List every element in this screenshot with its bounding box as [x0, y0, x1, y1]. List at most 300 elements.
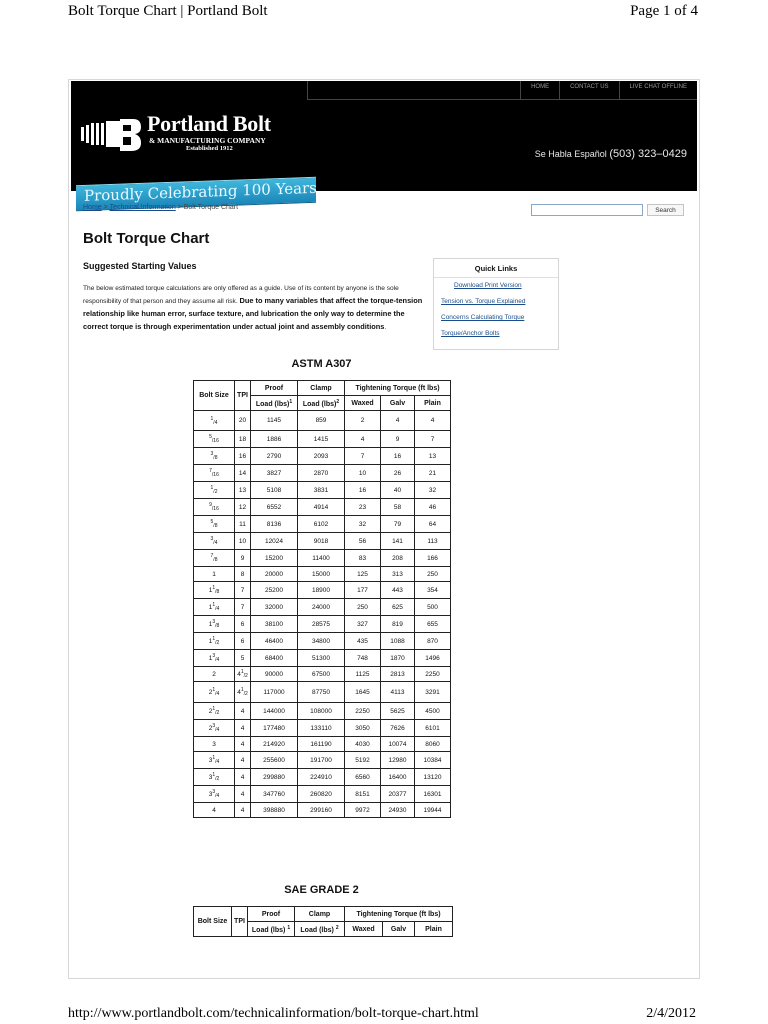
bolt-size-cell-whole: 1 [208, 638, 213, 645]
proof-cell: 68400 [251, 650, 298, 667]
galv-cell: 79 [381, 516, 415, 533]
plain-cell: 16301 [415, 786, 451, 803]
tpi-cell [235, 803, 251, 818]
clamp-cell: 4914 [298, 499, 345, 516]
col-proof-load [248, 922, 295, 937]
tpi-cell-whole: 6 [240, 620, 245, 628]
nav-live-chat[interactable]: LIVE CHAT OFFLINE [619, 81, 697, 99]
bolt-size-cell-numerator: 1 [212, 602, 216, 608]
proof-cell: 25200 [251, 582, 298, 599]
bolt-size-cell-whole: 1 [212, 570, 216, 578]
search-button[interactable]: Search [647, 204, 684, 216]
page-title: Bolt Torque Chart [83, 230, 210, 247]
bolt-size-cell-numerator: 3 [212, 653, 216, 659]
waxed-cell: 1645 [345, 682, 381, 703]
bolt-size-cell-whole: 1 [208, 655, 213, 662]
breadcrumb-home[interactable]: Home [83, 204, 102, 211]
breadcrumb-separator: > [103, 204, 108, 211]
tpi-cell-whole: 5 [240, 654, 245, 662]
plain-cell: 8060 [415, 737, 451, 752]
proof-load-label: Load (lbs) [251, 926, 286, 934]
col-waxed: Waxed [345, 922, 383, 937]
table-row [194, 533, 451, 550]
bolt-size-cell-denominator: 4 [214, 540, 218, 546]
portland-bolt-logo[interactable] [81, 103, 317, 205]
waxed-cell: 125 [345, 567, 381, 582]
bolt-size-cell-numerator: 1 [212, 636, 216, 642]
plain-cell: 46 [415, 499, 451, 516]
plain-cell: 64 [415, 516, 451, 533]
tpi-cell-whole: 4 [237, 689, 241, 696]
bolt-size-cell [194, 465, 235, 482]
phone-info [535, 148, 687, 160]
plain-cell: 250 [415, 567, 451, 582]
waxed-cell: 2 [345, 411, 381, 431]
col-tightening-torque: Tightening Torque (ft lbs) [345, 907, 453, 922]
bolt-size-cell [194, 720, 235, 737]
waxed-cell: 2250 [345, 703, 381, 720]
nav-contact-us[interactable]: CONTACT US [559, 81, 618, 99]
breadcrumb-technical-information[interactable]: Technical Information [109, 204, 176, 211]
plain-cell: 4500 [415, 703, 451, 720]
table-row [194, 499, 451, 516]
waxed-cell: 4030 [345, 737, 381, 752]
bolt-size-cell-whole: 2 [212, 670, 216, 678]
bolt-logo-icon [81, 115, 143, 155]
col-galv: Galv [381, 396, 415, 411]
bolt-size-cell-numerator: 1 [212, 585, 216, 591]
galv-cell: 16 [381, 448, 415, 465]
sae-grade-2-table [193, 906, 453, 937]
bolt-size-cell [194, 516, 235, 533]
col-clamp-load [295, 922, 345, 937]
plain-cell: 2250 [415, 667, 451, 682]
table-row [194, 465, 451, 482]
bolt-size-cell-whole: 1 [208, 604, 213, 611]
proof-cell: 177480 [251, 720, 298, 737]
bolt-size-cell [194, 737, 235, 752]
bolt-size-cell [194, 769, 235, 786]
clamp-cell: 3831 [298, 482, 345, 499]
bolt-size-cell-numerator: 3 [210, 451, 214, 457]
intro-end: . [384, 324, 387, 331]
tpi-cell-denominator: 2 [245, 691, 248, 697]
table-row [194, 737, 451, 752]
waxed-cell: 250 [345, 599, 381, 616]
bolt-size-cell-denominator: 16 [213, 506, 219, 512]
bolt-size-cell-denominator: 2 [216, 640, 220, 646]
bolt-size-cell-whole: 2 [208, 708, 213, 715]
print-page-number: Page 1 of 4 [630, 3, 698, 19]
astm-a307-title: ASTM A307 [291, 358, 352, 370]
col-clamp: Clamp [298, 381, 345, 396]
quick-link-download-print[interactable]: Download Print Version [454, 282, 522, 289]
proof-cell: 6552 [251, 499, 298, 516]
bolt-size-cell [194, 667, 235, 682]
clamp-cell: 9018 [298, 533, 345, 550]
tpi-cell-whole: 4 [237, 671, 241, 678]
table-row [194, 550, 451, 567]
quick-link-tension-vs-torque[interactable]: Tension vs. Torque Explained [441, 298, 526, 305]
galv-cell: 2813 [381, 667, 415, 682]
proof-cell: 255600 [251, 752, 298, 769]
galv-cell: 7626 [381, 720, 415, 737]
galv-cell: 24930 [381, 803, 415, 818]
top-nav [307, 81, 697, 100]
galv-cell: 625 [381, 599, 415, 616]
bolt-size-cell-denominator: 2 [214, 489, 218, 495]
col-tpi: TPI [232, 907, 248, 937]
tpi-cell [235, 550, 251, 567]
breadcrumb-separator: > [177, 204, 182, 211]
galv-cell: 1870 [381, 650, 415, 667]
table-row [194, 616, 451, 633]
clamp-cell: 24000 [298, 599, 345, 616]
table-row [194, 786, 451, 803]
bolt-size-cell-fraction-slash: / [213, 557, 215, 563]
bolt-size-cell-fraction-slash: / [215, 606, 217, 612]
plain-cell: 4 [415, 411, 451, 431]
bolt-size-cell-numerator: 1 [210, 415, 214, 422]
waxed-cell: 5192 [345, 752, 381, 769]
tpi-cell [235, 616, 251, 633]
table-row [194, 411, 451, 431]
clamp-cell: 299160 [298, 803, 345, 818]
tpi-cell-whole: 4 [240, 773, 245, 781]
tpi-cell-whole: 6 [240, 637, 245, 645]
proof-cell: 1145 [251, 411, 298, 431]
bolt-size-cell-denominator: 2 [216, 776, 220, 782]
waxed-cell: 4 [345, 431, 381, 448]
galv-cell: 141 [381, 533, 415, 550]
bolt-size-cell-numerator: 5 [210, 519, 214, 525]
clamp-cell: 191700 [298, 752, 345, 769]
bolt-size-cell-denominator: 8 [214, 557, 218, 563]
tpi-cell [235, 703, 251, 720]
phone-label: Se Habla Español [534, 149, 607, 159]
logo-subtitle: & MANUFACTURING COMPANY [149, 136, 266, 145]
bolt-size-cell-numerator: 1 [212, 772, 216, 778]
bolt-size-cell-whole: 3 [208, 774, 213, 781]
tpi-cell [235, 582, 251, 599]
table-row [194, 633, 451, 650]
bolt-size-cell [194, 786, 235, 803]
bolt-size-cell [194, 703, 235, 720]
tpi-cell-numerator: 1 [240, 687, 244, 693]
proof-cell: 299880 [251, 769, 298, 786]
galv-cell: 12980 [381, 752, 415, 769]
proof-cell: 15200 [251, 550, 298, 567]
table-row [194, 769, 451, 786]
galv-cell: 443 [381, 582, 415, 599]
col-tpi: TPI [235, 381, 251, 411]
tpi-cell-whole: 12 [238, 503, 247, 511]
proof-cell: 144000 [251, 703, 298, 720]
bolt-size-cell-denominator: 16 [213, 472, 219, 478]
clamp-cell: 67500 [298, 667, 345, 682]
bolt-size-cell-numerator: 3 [212, 619, 216, 625]
tpi-cell-whole: 4 [240, 707, 245, 715]
quick-links-panel [433, 258, 559, 350]
galv-cell: 5625 [381, 703, 415, 720]
tpi-cell-whole: 10 [238, 537, 247, 545]
bolt-size-cell-numerator: 7 [209, 468, 212, 474]
proof-cell: 1886 [251, 431, 298, 448]
col-galv: Galv [383, 922, 415, 937]
tpi-cell [235, 482, 251, 499]
bolt-size-cell [194, 411, 235, 431]
galv-cell: 4 [381, 411, 415, 431]
proof-footnote-link[interactable]: 1 [289, 398, 293, 405]
bolt-size-cell-fraction-slash: / [215, 759, 217, 765]
waxed-cell: 748 [345, 650, 381, 667]
bolt-size-cell-numerator: 7 [210, 553, 214, 559]
bolt-size-cell-fraction-slash: / [215, 691, 217, 697]
bolt-size-cell [194, 550, 235, 567]
search-input[interactable] [531, 204, 643, 216]
table-row [194, 516, 451, 533]
waxed-cell: 327 [345, 616, 381, 633]
tpi-cell [235, 516, 251, 533]
galv-cell: 40 [381, 482, 415, 499]
bolt-size-cell-fraction-slash: / [215, 589, 217, 595]
plain-cell: 113 [415, 533, 451, 550]
bolt-size-cell-whole: 1 [208, 621, 213, 628]
tpi-cell [235, 448, 251, 465]
waxed-cell: 83 [345, 550, 381, 567]
waxed-cell: 435 [345, 633, 381, 650]
bolt-size-cell-whole: 3 [212, 740, 216, 748]
tpi-cell-whole: 4 [240, 806, 245, 814]
waxed-cell: 56 [345, 533, 381, 550]
clamp-cell: 161190 [298, 737, 345, 752]
print-header-title: Bolt Torque Chart | Portland Bolt [68, 3, 268, 19]
clamp-cell: 108000 [298, 703, 345, 720]
bolt-size-cell [194, 752, 235, 769]
col-proof-load [251, 396, 298, 411]
bolt-size-cell [194, 448, 235, 465]
tpi-cell [235, 465, 251, 482]
clamp-cell: 28575 [298, 616, 345, 633]
table-row [194, 431, 451, 448]
proof-cell: 3827 [251, 465, 298, 482]
bolt-size-cell-fraction-slash: / [215, 776, 217, 782]
table-row [194, 752, 451, 769]
bolt-size-cell-numerator: 1 [212, 755, 216, 761]
bolt-size-cell-fraction-slash: / [213, 489, 215, 495]
clamp-cell: 34800 [298, 633, 345, 650]
bolt-size-cell-numerator: 1 [212, 706, 216, 712]
tpi-cell [235, 431, 251, 448]
bolt-size-cell [194, 533, 235, 550]
clamp-cell: 859 [298, 411, 345, 431]
tpi-cell [235, 533, 251, 550]
galv-cell: 20377 [381, 786, 415, 803]
bolt-size-cell-whole: 2 [208, 725, 213, 732]
phone-number[interactable]: (503) 323–0429 [609, 148, 687, 160]
bolt-size-cell-denominator: 8 [216, 589, 220, 595]
waxed-cell: 7 [345, 448, 381, 465]
tpi-cell-fraction-slash: / [243, 673, 245, 679]
proof-cell: 117000 [251, 682, 298, 703]
col-bolt-size: Bolt Size [194, 381, 235, 411]
waxed-cell: 16 [345, 482, 381, 499]
plain-cell: 655 [415, 616, 451, 633]
proof-cell: 8136 [251, 516, 298, 533]
clamp-footnote-link[interactable]: 2 [336, 398, 340, 405]
astm-table-body [194, 411, 451, 818]
galv-cell: 16400 [381, 769, 415, 786]
clamp-cell: 2093 [298, 448, 345, 465]
bolt-size-cell-numerator: 3 [210, 536, 214, 542]
table-row [194, 599, 451, 616]
proof-cell: 398880 [251, 803, 298, 818]
intro-paragraph [83, 283, 425, 334]
proof-footnote-link[interactable]: 1 [287, 924, 291, 931]
bolt-size-cell [194, 803, 235, 818]
tpi-cell-whole: 7 [240, 603, 245, 611]
bolt-size-cell-whole: 4 [212, 806, 216, 814]
proof-load-label: Load (lbs) [255, 400, 290, 408]
clamp-cell: 87750 [298, 682, 345, 703]
plain-cell: 7 [415, 431, 451, 448]
bolt-size-cell [194, 499, 235, 516]
table-row [194, 582, 451, 599]
banner-text: Proudly Celebrating 100 Years [84, 178, 317, 205]
tpi-cell-whole: 4 [240, 790, 245, 798]
galv-cell: 1088 [381, 633, 415, 650]
bolt-size-cell-fraction-slash: / [215, 793, 217, 799]
bolt-size-cell-whole: 1 [208, 587, 213, 594]
proof-cell: 214920 [251, 737, 298, 752]
col-clamp: Clamp [295, 907, 345, 922]
tpi-cell [235, 667, 251, 682]
logo-name: Portland Bolt [147, 111, 271, 136]
tpi-cell-whole: 9 [240, 554, 245, 562]
bolt-size-cell [194, 431, 235, 448]
bolt-size-cell-whole: 3 [208, 791, 213, 798]
proof-cell: 38100 [251, 616, 298, 633]
bolt-size-cell-denominator: 4 [216, 727, 220, 733]
tpi-cell [235, 599, 251, 616]
bolt-size-cell-whole: 3 [208, 757, 213, 764]
nav-home[interactable]: HOME [520, 81, 559, 99]
plain-cell: 21 [415, 465, 451, 482]
clamp-footnote-link[interactable]: 2 [335, 924, 339, 931]
col-proof: Proof [251, 381, 298, 396]
table-row [194, 803, 451, 818]
tpi-cell-denominator: 2 [245, 673, 248, 679]
waxed-cell: 177 [345, 582, 381, 599]
tpi-cell-whole: 14 [238, 469, 247, 477]
bolt-size-cell-denominator: 2 [216, 710, 220, 716]
col-tightening-torque: Tightening Torque (ft lbs) [345, 381, 451, 396]
clamp-cell: 11400 [298, 550, 345, 567]
col-clamp-load [298, 396, 345, 411]
bolt-size-cell-denominator: 8 [216, 623, 220, 629]
col-plain: Plain [415, 396, 451, 411]
sae-grade-2-title: SAE GRADE 2 [284, 884, 359, 896]
waxed-cell: 8151 [345, 786, 381, 803]
galv-cell: 9 [381, 431, 415, 448]
bolt-size-cell-denominator: 8 [214, 523, 218, 529]
table-row [194, 667, 451, 682]
tpi-cell [235, 720, 251, 737]
table-row [194, 448, 451, 465]
bolt-size-cell-fraction-slash: / [213, 455, 215, 461]
waxed-cell: 23 [345, 499, 381, 516]
site-header [71, 81, 697, 205]
bolt-size-cell [194, 633, 235, 650]
bolt-size-cell-numerator: 5 [209, 434, 212, 440]
plain-cell: 354 [415, 582, 451, 599]
bolt-size-cell-denominator: 4 [216, 691, 220, 697]
bolt-size-cell-fraction-slash: / [215, 640, 217, 646]
table-row [194, 682, 451, 703]
clamp-cell: 2870 [298, 465, 345, 482]
quick-links-title: Quick Links [434, 259, 558, 278]
galv-cell: 10074 [381, 737, 415, 752]
tpi-cell-whole: 11 [239, 520, 246, 528]
table-row [194, 567, 451, 582]
bolt-size-cell-numerator: 3 [212, 789, 216, 795]
bolt-size-cell-numerator: 3 [212, 723, 216, 729]
clamp-cell: 18900 [298, 582, 345, 599]
plain-cell: 19944 [415, 803, 451, 818]
astm-a307-table [193, 380, 451, 818]
col-proof: Proof [248, 907, 295, 922]
waxed-cell: 3050 [345, 720, 381, 737]
bolt-size-cell [194, 599, 235, 616]
bolt-size-cell-fraction-slash: / [211, 438, 214, 444]
proof-cell: 46400 [251, 633, 298, 650]
bolt-size-cell-fraction-slash: / [211, 506, 214, 512]
clamp-cell: 260820 [298, 786, 345, 803]
bolt-size-cell-fraction-slash: / [215, 727, 217, 733]
bolt-size-cell-fraction-slash: / [215, 710, 217, 716]
intro-plain: The below estimated torque calculations are only offered as a guide. Use of its content by anyone is the sole responsibility of that person and they assume all risk. [83, 285, 399, 305]
waxed-cell: 10 [345, 465, 381, 482]
bolt-size-cell [194, 682, 235, 703]
tpi-cell-whole: 4 [240, 724, 245, 732]
tpi-cell [235, 650, 251, 667]
plain-cell: 500 [415, 599, 451, 616]
col-waxed: Waxed [345, 396, 381, 411]
waxed-cell: 6560 [345, 769, 381, 786]
quick-link-torque-anchor-bolts[interactable]: Torque/Anchor Bolts [441, 330, 500, 337]
clamp-cell: 133110 [298, 720, 345, 737]
plain-cell: 32 [415, 482, 451, 499]
tpi-cell [235, 411, 251, 431]
bolt-size-cell-denominator: 4 [216, 759, 220, 765]
quick-link-concerns-calculating[interactable]: Concerns Calculating Torque [441, 314, 525, 321]
bolt-size-cell [194, 482, 235, 499]
bolt-size-cell-fraction-slash: / [213, 523, 215, 529]
bolt-size-cell [194, 567, 235, 582]
proof-cell: 12024 [251, 533, 298, 550]
bolt-size-cell [194, 582, 235, 599]
plain-cell: 10384 [415, 752, 451, 769]
bolt-size-cell-fraction-slash: / [215, 623, 217, 629]
tpi-cell-whole: 8 [240, 570, 245, 578]
bolt-size-cell-fraction-slash: / [213, 540, 215, 546]
plain-cell: 6101 [415, 720, 451, 737]
bolt-size-cell-denominator: 4 [216, 793, 220, 799]
bolt-size-cell-fraction-slash: / [211, 472, 214, 478]
plain-cell: 13120 [415, 769, 451, 786]
tpi-cell [235, 737, 251, 752]
print-footer-date: 2/4/2012 [646, 1006, 696, 1021]
